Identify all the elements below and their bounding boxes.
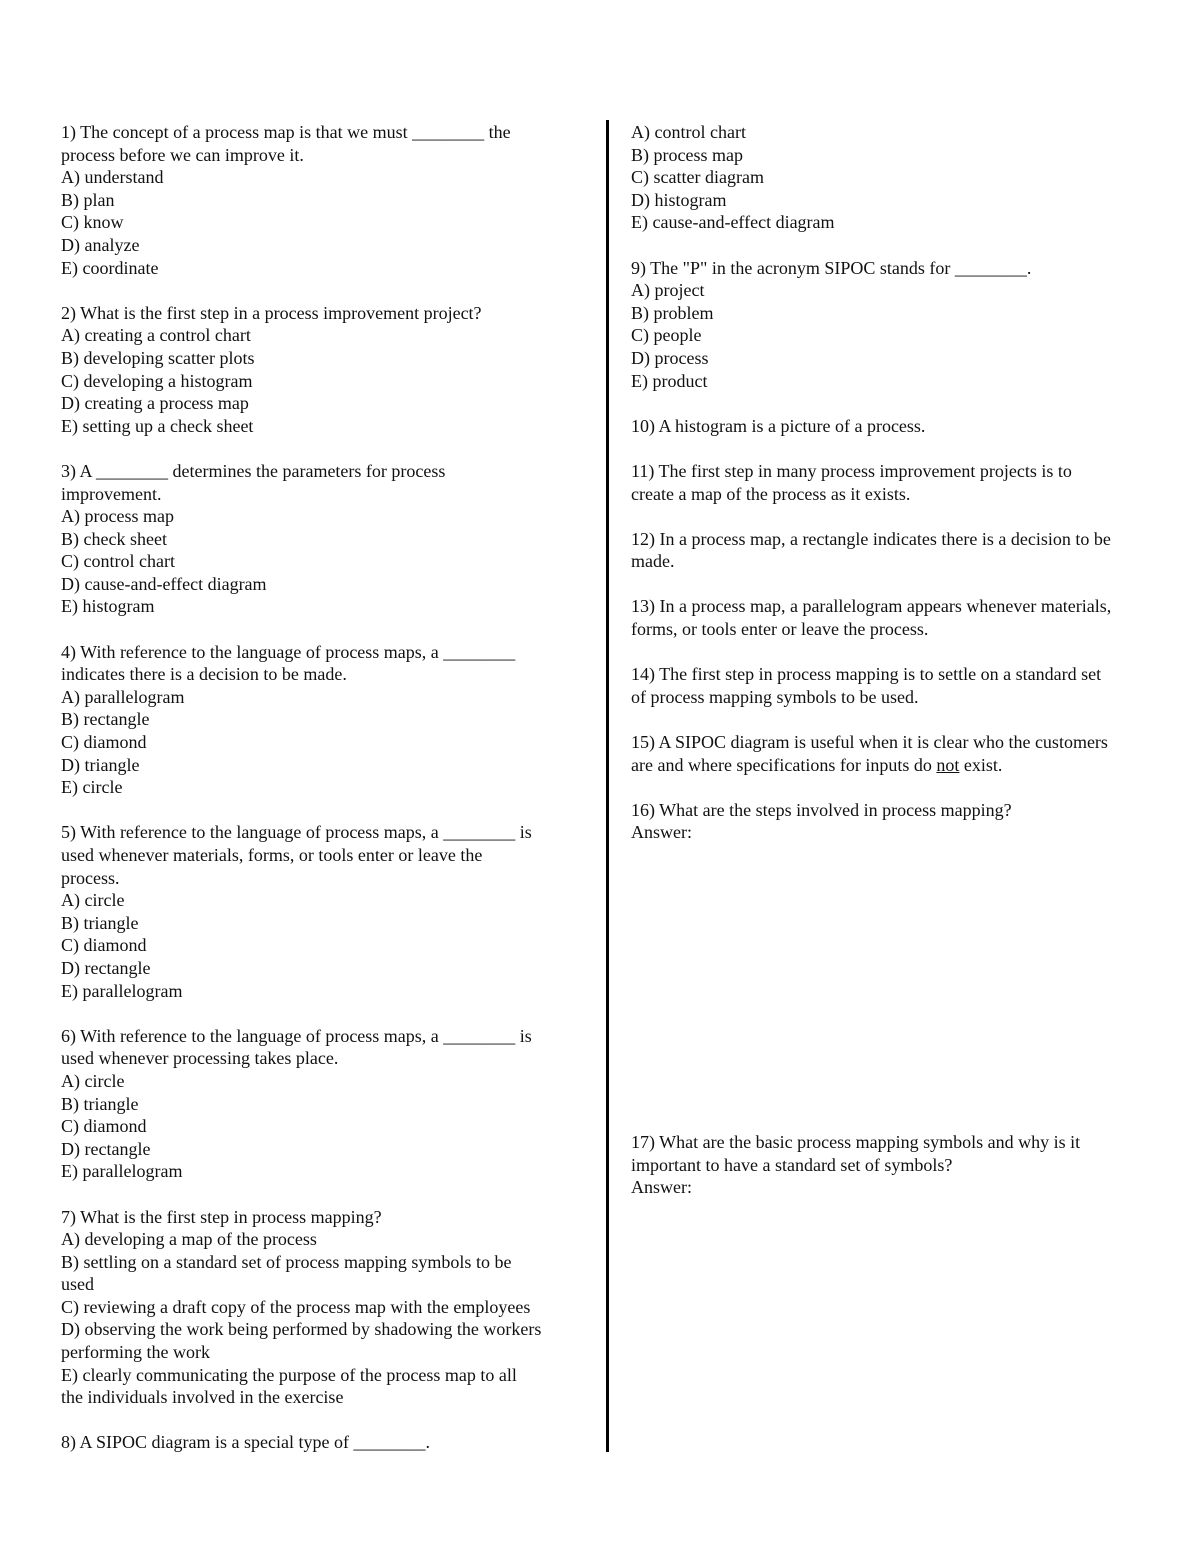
question-8 (61, 1431, 591, 1454)
question-16-answer-label: Answer: (631, 822, 692, 843)
question-4-option-e: E) circle (61, 777, 123, 798)
question-8-option-d: D) histogram (631, 189, 727, 210)
question-8-options (631, 121, 1161, 234)
question-1 (61, 121, 591, 279)
question-1-stem-line: process before we can improve it. (61, 144, 304, 165)
question-10 (631, 415, 1161, 438)
question-4-option-c: C) diamond (61, 732, 147, 753)
question-5-option-e: E) parallelogram (61, 980, 183, 1001)
question-1-option-d: D) analyze (61, 234, 140, 255)
question-2 (61, 302, 591, 438)
question-16 (631, 799, 1161, 1131)
column-divider (606, 120, 609, 1452)
question-15-text-after: exist. (959, 754, 1003, 775)
question-5-option-d: D) rectangle (61, 957, 151, 978)
question-10-statement: 10) A histogram is a picture of a process. (631, 415, 926, 436)
question-14 (631, 663, 1161, 708)
question-17-answer-label: Answer: (631, 1177, 692, 1198)
question-7-option-b: B) settling on a standard set of process mapping symbols to be (61, 1251, 512, 1272)
question-5-option-a: A) circle (61, 890, 125, 911)
question-6-stem-line: 6) With reference to the language of process maps, a ________ is (61, 1025, 532, 1046)
question-3-option-e: E) histogram (61, 596, 155, 617)
question-2-option-a: A) creating a control chart (61, 325, 251, 346)
question-4-option-d: D) triangle (61, 754, 140, 775)
question-9-option-c: C) people (631, 325, 702, 346)
question-16-stem: 16) What are the steps involved in process mapping? (631, 799, 1012, 820)
question-7-option-b-cont: used (61, 1274, 94, 1295)
question-6-option-d: D) rectangle (61, 1138, 151, 1159)
question-12-statement: 12) In a process map, a rectangle indicates there is a decision to be (631, 528, 1111, 549)
question-12-statement: made. (631, 551, 675, 572)
left-column (61, 121, 591, 1454)
question-3-option-b: B) check sheet (61, 528, 167, 549)
question-2-option-e: E) setting up a check sheet (61, 415, 254, 436)
question-5-stem-line: used whenever materials, forms, or tools enter or leave the (61, 845, 483, 865)
question-11-statement: 11) The first step in many process improvement projects is to (631, 460, 1072, 481)
question-4-option-a: A) parallelogram (61, 686, 185, 707)
question-5 (61, 821, 591, 1002)
question-6-stem-line: used whenever processing takes place. (61, 1048, 339, 1069)
question-14-statement: of process mapping symbols to be used. (631, 686, 919, 707)
question-6-option-c: C) diamond (61, 1116, 147, 1137)
question-13 (631, 595, 1161, 640)
question-1-option-b: B) plan (61, 189, 115, 210)
question-6 (61, 1025, 591, 1183)
question-2-option-c: C) developing a histogram (61, 370, 253, 391)
question-6-option-a: A) circle (61, 1070, 125, 1091)
question-9-stem-line: 9) The "P" in the acronym SIPOC stands for ________. (631, 257, 1032, 278)
question-7-option-e-cont: the individuals involved in the exercise (61, 1387, 344, 1408)
question-3-option-c: C) control chart (61, 551, 175, 572)
question-3-stem-line: improvement. (61, 483, 162, 504)
question-5-option-c: C) diamond (61, 935, 147, 956)
question-17-stem-line: important to have a standard set of symbols? (631, 1154, 953, 1175)
question-5-stem-line: process. (61, 867, 120, 888)
question-7 (61, 1206, 591, 1409)
question-14-statement: 14) The first step in process mapping is to settle on a standard set (631, 664, 1102, 685)
question-3-stem-line: 3) A ________ determines the parameters for process (61, 460, 446, 481)
question-1-stem-line: 1) The concept of a process map is that we must ________ the (61, 122, 511, 142)
question-15-underlined-word: not (936, 754, 960, 775)
question-4-stem-line: 4) With reference to the language of process maps, a ________ (61, 641, 516, 662)
question-16-answer-space (631, 844, 1161, 1131)
question-4-option-b: B) rectangle (61, 709, 150, 730)
question-8-option-a: A) control chart (631, 122, 746, 142)
question-3-option-d: D) cause-and-effect diagram (61, 573, 267, 594)
question-15-statement: 15) A SIPOC diagram is useful when it is clear who the customers (631, 732, 1108, 753)
question-7-option-d: D) observing the work being performed by shadowing the workers (61, 1319, 542, 1340)
question-9-option-e: E) product (631, 370, 708, 391)
question-7-option-e: E) clearly communicating the purpose of the process map to all (61, 1364, 517, 1385)
question-8-option-e: E) cause-and-effect diagram (631, 212, 835, 233)
question-15-statement-line-2 (631, 754, 1161, 777)
question-5-option-b: B) triangle (61, 912, 139, 933)
question-1-option-a: A) understand (61, 167, 164, 188)
question-6-option-b: B) triangle (61, 1093, 139, 1114)
question-12 (631, 528, 1161, 573)
question-1-option-c: C) know (61, 212, 124, 233)
question-5-stem-line: 5) With reference to the language of process maps, a ________ is (61, 822, 532, 843)
question-8-option-c: C) scatter diagram (631, 167, 764, 188)
question-2-option-b: B) developing scatter plots (61, 347, 255, 368)
question-2-option-d: D) creating a process map (61, 393, 249, 414)
question-4 (61, 641, 591, 799)
question-1-option-e: E) coordinate (61, 257, 159, 278)
question-8-option-b: B) process map (631, 144, 743, 165)
question-13-statement: forms, or tools enter or leave the process. (631, 619, 929, 640)
question-9 (631, 257, 1161, 393)
question-2-stem-line: 2) What is the first step in a process improvement project? (61, 302, 482, 323)
question-3 (61, 460, 591, 618)
question-17-stem-line: 17) What are the basic process mapping symbols and why is it (631, 1132, 1081, 1152)
question-8-stem-line: 8) A SIPOC diagram is a special type of ________. (61, 1432, 430, 1453)
question-9-option-d: D) process (631, 347, 709, 368)
right-column (631, 121, 1161, 1199)
question-7-stem-line: 7) What is the first step in process mapping? (61, 1206, 382, 1227)
question-11 (631, 460, 1161, 505)
question-17 (631, 1131, 1161, 1199)
question-7-option-d-cont: performing the work (61, 1342, 210, 1363)
question-13-statement: 13) In a process map, a parallelogram appears whenever materials, (631, 596, 1112, 617)
question-7-option-a: A) developing a map of the process (61, 1229, 317, 1250)
question-7-option-c: C) reviewing a draft copy of the process map with the employees (61, 1296, 531, 1317)
question-15 (631, 731, 1161, 776)
question-11-statement: create a map of the process as it exists. (631, 483, 911, 504)
question-9-option-a: A) project (631, 280, 705, 301)
question-15-text-before: are and where specifications for inputs do (631, 754, 937, 775)
question-6-option-e: E) parallelogram (61, 1161, 183, 1182)
question-4-stem-line: indicates there is a decision to be made. (61, 664, 347, 685)
question-9-option-b: B) problem (631, 302, 714, 323)
question-3-option-a: A) process map (61, 506, 174, 527)
